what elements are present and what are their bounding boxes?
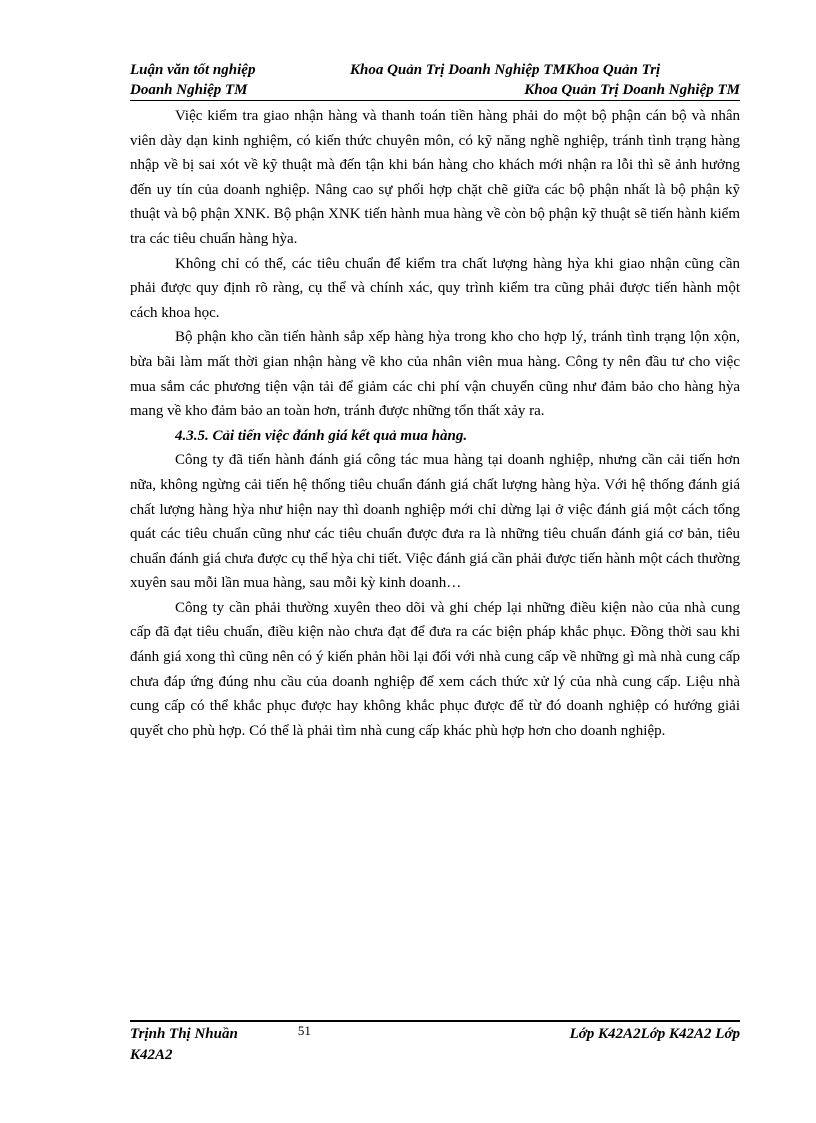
footer-divider: [130, 1020, 740, 1022]
page-footer: [130, 1024, 740, 1066]
paragraph-supplier-tracking: Công ty cần phải thường xuyên theo dõi và ghi chép lại những điều kiện nào của nhà cung cấp đã đạt tiêu chuẩn, điều kiện nào chưa đạt để đưa ra các biện pháp khắc phục. Đồng thời sau khi đánh giá xong thì cũng nên có ý kiến phản hồi lại đối với nhà cung cấp về những gì mà nhà cung cấp chưa đáp ứng đúng nhu cầu của doanh nghiệp để xem cách thức xử lý của nhà cung cấp. Liệu nhà cung cấp có thể khắc phục được hay không khắc phục được để từ đó doanh nghiệp có hướng giải quyết cho phù hợp. Có thể là phải tìm nhà cung cấp khác phù hợp hơn cho doanh nghiệp.: [130, 599, 740, 739]
section-heading: 4.3.5. Cải tiến việc đánh giá kết quả mua hàng.: [175, 427, 468, 444]
paragraph-warehouse: Bộ phận kho cần tiến hành sắp xếp hàng hỳa trong kho cho hợp lý, tránh tình trạng lộn xộn, bừa bãi làm mất thời gian nhận hàng về kho của nhân viên mua hàng. Công ty nên đầu tư cho việc mua sắm các phương tiện vận tải để giảm các chi phí vận chuyển cũng như đảm bảo cho hàng hỳa mang về kho đảm bảo an toàn hơn, tránh được những tổn thất xảy ra.: [130, 329, 740, 420]
paragraph-quality-standards: Không chỉ có thế, các tiêu chuẩn để kiểm tra chất lượng hàng hỳa khi giao nhận cũng cần phải được quy định rõ ràng, cụ thể và chính xác, quy trình kiểm tra cũng phải được tiến hành một cách khoa học.: [130, 255, 740, 321]
footer-author: Trịnh Thị Nhuần: [130, 1026, 238, 1042]
header-faculty-repeat: Khoa Quản Trị Doanh Nghiệp TM: [524, 82, 740, 98]
page-number: 51: [297, 1023, 311, 1038]
header-thesis-label: Luận văn tốt nghiệp: [130, 62, 256, 78]
footer-class-continuation: K42A2: [130, 1047, 173, 1063]
paragraph-evaluation: Công ty đã tiến hành đánh giá công tác mua hàng tại doanh nghiệp, nhưng cần cải tiến hơn nữa, không ngừng cải tiến hệ thống tiêu chuẩn đánh giá chất lượng hàng hỳa. Với hệ thống đánh giá chất lượng hàng hỳa như hiện nay thì doanh nghiệp mới chỉ dừng lại ở việc đánh giá một cách tổng quát các tiêu chuẩn cũng như các tiêu chuẩn được đưa ra là những tiêu chuẩn đánh giá cơ bản, tiêu chuẩn đánh giá chưa được cụ thể hỳa chi tiết. Việc đánh giá cần phải được tiến hành một cách thường xuyên sau mỗi lần mua hàng, sau mỗi kỳ kinh doanh…: [130, 452, 740, 592]
paragraph-inspection: Việc kiểm tra giao nhận hàng và thanh toán tiền hàng phải do một bộ phận cán bộ và nhân viên dày dạn kinh nghiệm, có kiến thức chuyên môn, có kỹ năng nghề nghiệp, tránh tình trạng hàng nhập về bị sai xót về kỹ thuật mà đến tận khi bán hàng cho khách mới nhận ra lỗi thì sẽ ảnh hưởng đến uy tín của doanh nghiệp. Nâng cao sự phối hợp chặt chẽ giữa các bộ phận nhất là bộ phận kỹ thuật và bộ phận XNK. Bộ phận XNK tiến hành mua hàng về còn bộ phận kỹ thuật sẽ tiến hành kiểm tra các tiêu chuẩn hàng hỳa.: [130, 108, 740, 247]
document-body: [130, 104, 740, 743]
page-header: [130, 60, 740, 100]
footer-class-label: Lớp K42A2Lớp K42A2 Lớp: [569, 1026, 740, 1042]
header-faculty-continuation: Doanh Nghiệp TM: [130, 82, 248, 98]
header-faculty-label: Khoa Quản Trị Doanh Nghiệp TMKhoa Quản Trị: [350, 62, 661, 78]
header-divider: [130, 100, 740, 101]
